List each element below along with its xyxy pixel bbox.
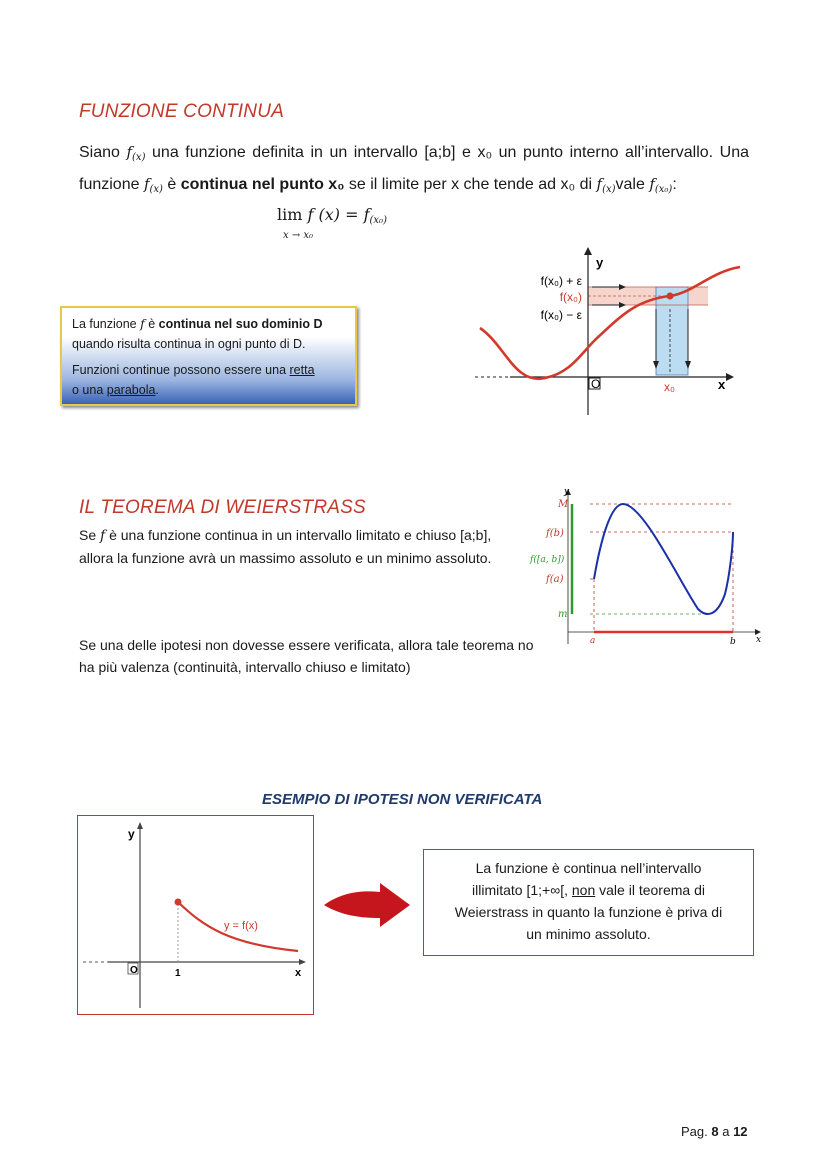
example-title: ESEMPIO DI IPOTESI NON VERIFICATA — [262, 791, 543, 808]
explanation-box: La funzione è continua nell’intervallo illimitato [1;+∞[, non vale il teorema di Weierstrass in quanto la funzione è priva di un minimo assoluto. — [423, 849, 754, 956]
x-label: x — [718, 377, 726, 392]
fa-label: f(a) — [546, 574, 564, 585]
arrow-right-icon — [322, 880, 412, 930]
continuous-curve — [480, 267, 740, 379]
weierstrass-curve — [594, 504, 733, 614]
a-label: a — [590, 636, 596, 646]
y-label: y — [128, 827, 135, 841]
start-point — [175, 899, 182, 906]
fb-label: f(b) — [546, 528, 564, 539]
weierstrass-note: Se una delle ipotesi non dovesse essere verificata, allora tale teorema no ha più valenza (continuità, intervallo chiuso e limitato) — [79, 637, 534, 675]
definition-paragraph: Siano $f_{(x)}$ una funzione definita in un intervallo [a;b] e x₀ un punto interno all’intervallo. Una funzione $f_{(x)}$ è continua nel punto x₀ se il limite per x che tende ad x₀ di $f_{(x)}vale$ $f_{(x_0)}$: — [79, 143, 749, 195]
label-f-minus-eps: f(x₀) − ε — [540, 308, 582, 322]
continuity-info-box: La funzione f è continua nel suo dominio D quando risulta continua in ogni punto di D. Funzioni continue possono essere una retta o una parabola. — [60, 306, 357, 406]
one-label: 1 — [175, 968, 181, 979]
counterexample-graph — [78, 816, 312, 1013]
label-f-plus-eps: f(x₀) + ε — [540, 274, 582, 288]
section-title-funzione-continua: FUNZIONE CONTINUA — [79, 101, 285, 122]
weierstrass-statement: Se f è una funzione continua in un intervallo limitato e chiuso [a;b], allora la funzione avrà un massimo assoluto e un minimo assoluto. — [79, 527, 492, 566]
section-title-weierstrass: IL TEOREMA DI WEIERSTRASS — [79, 497, 366, 518]
continuity-graph — [470, 245, 750, 420]
x-label: x — [295, 967, 302, 979]
m-label: m — [558, 609, 568, 620]
page-number: Pag. 8 a 12 — [681, 1124, 748, 1139]
curve-label: y = f(x) — [224, 920, 258, 932]
delta-band — [656, 287, 688, 375]
y-label: y — [564, 487, 570, 497]
limit-formula: lim f $(x) = f_{(x_0)}$ x → x₀ — [277, 205, 387, 241]
fab-label: f([a, b]) — [530, 555, 565, 565]
origin-label: O — [591, 377, 601, 391]
retta-link[interactable]: retta — [289, 363, 315, 377]
M-label: M — [558, 499, 569, 510]
parabola-link[interactable]: parabola — [106, 383, 156, 397]
y-label: y — [596, 255, 604, 270]
point-x0 — [667, 293, 674, 300]
label-f-x0: f(x₀) — [559, 290, 582, 304]
origin-label: O — [130, 965, 138, 976]
b-label: b — [730, 637, 736, 647]
x0-label: x₀ — [664, 380, 675, 394]
weierstrass-graph — [528, 484, 768, 654]
x-label: x — [756, 635, 762, 645]
counterexample-graph-frame — [77, 815, 314, 1015]
